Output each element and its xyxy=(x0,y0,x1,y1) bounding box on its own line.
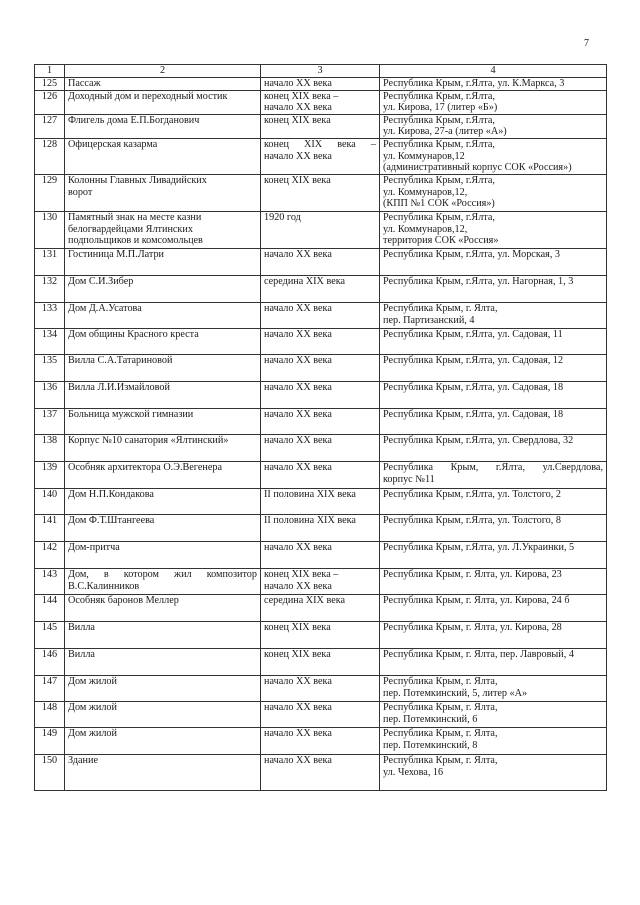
object-name-cell xyxy=(65,275,261,302)
cell-line: (КПП №1 СОК «Россия») xyxy=(383,198,495,210)
cell-line: Республика Крым, г.Ялта, ул.Свердлова, xyxy=(383,461,603,473)
address-cell xyxy=(380,514,607,541)
cell-line: ул. Коммунаров,12 xyxy=(383,150,465,162)
object-name-cell xyxy=(65,90,261,114)
cell-line: конец XIX века xyxy=(264,621,331,633)
table-row xyxy=(35,727,607,754)
cell-line: подпольщиков и комсомольцев xyxy=(68,235,203,247)
cell-line: Доходный дом и переходный мостик xyxy=(68,90,228,102)
cell-line: Республика Крым, г.Ялта, xyxy=(383,90,495,102)
row-number: 143 xyxy=(35,568,65,594)
row-number: 148 xyxy=(35,701,65,727)
table-row xyxy=(35,568,607,594)
row-number: 141 xyxy=(35,514,65,541)
period-cell xyxy=(261,727,380,754)
table-row xyxy=(35,648,607,675)
cell-line: Республика Крым, г.Ялта, xyxy=(383,211,495,223)
cell-line: пер. Потемкинский, 6 xyxy=(383,713,478,725)
cell-line: начало XX века xyxy=(264,381,332,393)
cell-line: Дом, в котором жил композитор xyxy=(68,568,257,580)
object-name-cell xyxy=(65,727,261,754)
cell-line: Вилла С.А.Татариновой xyxy=(68,354,173,366)
table-row xyxy=(35,211,607,248)
address-cell xyxy=(380,248,607,275)
table-row xyxy=(35,381,607,408)
address-cell xyxy=(380,138,607,174)
cell-line: начало XX века xyxy=(264,354,332,366)
table-row xyxy=(35,174,607,211)
table-row xyxy=(35,594,607,621)
address-cell xyxy=(380,302,607,328)
cell-line: Особняк архитектора О.Э.Вегенера xyxy=(68,461,222,473)
table-row xyxy=(35,461,607,488)
cell-line: Флигель дома Е.П.Богданович xyxy=(68,114,200,126)
table-row xyxy=(35,434,607,461)
cell-line: Офицерская казарма xyxy=(68,138,158,150)
table-row xyxy=(35,488,607,514)
address-cell xyxy=(380,354,607,381)
cell-line: Республика Крым, г.Ялта, xyxy=(383,114,495,126)
period-cell xyxy=(261,541,380,568)
cell-line: Республика Крым, г.Ялта, xyxy=(383,174,495,186)
period-cell xyxy=(261,114,380,138)
address-cell xyxy=(380,381,607,408)
period-cell xyxy=(261,434,380,461)
address-cell xyxy=(380,754,607,790)
row-number: 149 xyxy=(35,727,65,754)
object-name-cell xyxy=(65,701,261,727)
object-name-cell xyxy=(65,248,261,275)
cell-line: середина XIX века xyxy=(264,594,346,606)
row-number: 131 xyxy=(35,248,65,275)
cell-line: начало XX века xyxy=(264,580,332,592)
cell-line: Дом жилой xyxy=(68,727,117,739)
cell-line: начало XX века xyxy=(264,248,332,260)
cell-line: Республика Крым, г. Ялта, xyxy=(383,754,498,766)
cell-line: начало XX века xyxy=(264,461,332,473)
cell-line: Республика Крым, г.Ялта, ул. Садовая, 18 xyxy=(383,381,564,393)
table-row xyxy=(35,78,607,91)
address-cell xyxy=(380,78,607,91)
cell-line: Республика Крым, г.Ялта, ул. Садовая, 12 xyxy=(383,354,564,366)
cell-line: Республика Крым, г. Ялта, xyxy=(383,675,498,687)
period-cell xyxy=(261,594,380,621)
cell-line: конец XIX века xyxy=(264,114,331,126)
row-number: 150 xyxy=(35,754,65,790)
cell-line: ул. Коммунаров,12, xyxy=(383,186,468,198)
period-cell xyxy=(261,754,380,790)
table-row xyxy=(35,248,607,275)
cell-line: корпус №11 xyxy=(383,473,435,485)
cell-line: ул. Чехова, 16 xyxy=(383,766,444,778)
cell-line: Республика Крым, г.Ялта, ул. Морская, 3 xyxy=(383,248,561,260)
period-cell xyxy=(261,461,380,488)
row-number: 142 xyxy=(35,541,65,568)
cell-line: Дом С.И.Зибер xyxy=(68,275,134,287)
cell-line: II половина XIX века xyxy=(264,514,356,526)
cell-line: Дом Д.А.Усатова xyxy=(68,302,142,314)
cell-line: начало XX века xyxy=(264,675,332,687)
cell-line: Республика Крым, г.Ялта, ул. Толстого, 2 xyxy=(383,488,561,500)
row-number: 146 xyxy=(35,648,65,675)
cell-line: Республика Крым, г.Ялта, ул. Садовая, 18 xyxy=(383,408,564,420)
cell-line: Республика Крым, г.Ялта, ул. Нагорная, 1, 3 xyxy=(383,275,574,287)
object-name-cell xyxy=(65,621,261,648)
cell-line: (административный корпус СОК «Россия») xyxy=(383,162,572,174)
table-row xyxy=(35,621,607,648)
row-number: 130 xyxy=(35,211,65,248)
cell-line: Республика Крым, г. Ялта, ул. Кирова, 24 б xyxy=(383,594,570,606)
period-cell xyxy=(261,354,380,381)
cell-line: Республика Крым, г.Ялта, ул. Свердлова, 32 xyxy=(383,434,574,446)
cell-line: Вилла xyxy=(68,621,95,633)
cell-line: Республика Крым, г.Ялта, ул. К.Маркса, 3 xyxy=(383,78,565,89)
cell-line: конец XIX века xyxy=(264,174,331,186)
page-number: 7 xyxy=(584,38,589,49)
object-name-cell xyxy=(65,568,261,594)
row-number: 132 xyxy=(35,275,65,302)
address-cell xyxy=(380,568,607,594)
object-name-cell xyxy=(65,488,261,514)
cell-line: Дом общины Красного креста xyxy=(68,328,199,340)
address-cell xyxy=(380,621,607,648)
cell-line: Республика Крым, г.Ялта, xyxy=(383,138,495,150)
cell-line: Больница мужской гимназии xyxy=(68,408,194,420)
table-row xyxy=(35,114,607,138)
cell-line: пер. Потемкинский, 5, литер «А» xyxy=(383,687,528,699)
address-cell xyxy=(380,541,607,568)
cell-line: Дом жилой xyxy=(68,701,117,713)
period-cell xyxy=(261,275,380,302)
cell-line: начало XX века xyxy=(264,302,332,314)
column-header-name: 2 xyxy=(65,65,261,78)
row-number: 125 xyxy=(35,78,65,91)
period-cell xyxy=(261,211,380,248)
cell-line: конец XIX века – xyxy=(264,568,339,580)
cell-line: Республика Крым, г. Ялта, ул. Кирова, 28 xyxy=(383,621,562,633)
object-name-cell xyxy=(65,381,261,408)
cell-line: Корпус №10 санатория «Ялтинский» xyxy=(68,434,229,446)
row-number: 136 xyxy=(35,381,65,408)
cell-line: начало XX века xyxy=(264,701,332,713)
address-cell xyxy=(380,675,607,701)
cell-line: середина XIX века xyxy=(264,275,346,287)
cell-line: Здание xyxy=(68,754,98,766)
cell-line: Памятный знак на месте казни xyxy=(68,211,202,223)
period-cell xyxy=(261,90,380,114)
cell-line: начало XX века xyxy=(264,150,332,162)
object-name-cell xyxy=(65,114,261,138)
address-cell xyxy=(380,328,607,354)
cell-line: начало XX века xyxy=(264,754,332,766)
row-number: 144 xyxy=(35,594,65,621)
period-cell xyxy=(261,568,380,594)
cell-line: Особняк баронов Меллер xyxy=(68,594,179,606)
cell-line: Республика Крым, г. Ялта, пер. Лавровый, 4 xyxy=(383,648,574,660)
period-cell xyxy=(261,302,380,328)
table-row xyxy=(35,275,607,302)
row-number: 127 xyxy=(35,114,65,138)
row-number: 138 xyxy=(35,434,65,461)
cell-line: конец XIX века – xyxy=(264,138,376,150)
object-name-cell xyxy=(65,78,261,91)
cell-line: конец XIX века – xyxy=(264,90,339,102)
address-cell xyxy=(380,434,607,461)
table-row xyxy=(35,514,607,541)
cell-line: Республика Крым, г. Ялта, xyxy=(383,701,498,713)
address-cell xyxy=(380,211,607,248)
row-number: 147 xyxy=(35,675,65,701)
object-name-cell xyxy=(65,434,261,461)
object-name-cell xyxy=(65,541,261,568)
cell-line: Республика Крым, г. Ялта, xyxy=(383,727,498,739)
object-name-cell xyxy=(65,328,261,354)
period-cell xyxy=(261,701,380,727)
table-row xyxy=(35,302,607,328)
row-number: 128 xyxy=(35,138,65,174)
address-cell xyxy=(380,727,607,754)
object-name-cell xyxy=(65,675,261,701)
address-cell xyxy=(380,461,607,488)
cell-line: пер. Потемкинский, 8 xyxy=(383,739,478,751)
cell-line: Республика Крым, г.Ялта, ул. Толстого, 8 xyxy=(383,514,561,526)
column-header-number: 1 xyxy=(35,65,65,78)
cell-line: ворот xyxy=(68,186,93,198)
address-cell xyxy=(380,90,607,114)
cell-line: начало XX века xyxy=(264,328,332,340)
table-row xyxy=(35,354,607,381)
object-name-cell xyxy=(65,302,261,328)
address-cell xyxy=(380,701,607,727)
table-row xyxy=(35,754,607,790)
table-row xyxy=(35,408,607,434)
address-cell xyxy=(380,275,607,302)
cell-line: белогвардейцами Ялтинских xyxy=(68,223,193,235)
period-cell xyxy=(261,328,380,354)
cell-line: Вилла Л.И.Измайловой xyxy=(68,381,170,393)
cell-line: Колонны Главных Ливадийских xyxy=(68,174,207,186)
cell-line: ул. Кирова, 27-а (литер «А») xyxy=(383,126,507,138)
object-name-cell xyxy=(65,408,261,434)
table-row xyxy=(35,138,607,174)
cell-line: начало XX века xyxy=(264,727,332,739)
address-cell xyxy=(380,488,607,514)
object-name-cell xyxy=(65,754,261,790)
table-row xyxy=(35,328,607,354)
period-cell xyxy=(261,408,380,434)
heritage-register-table xyxy=(34,64,607,791)
table-body xyxy=(35,78,607,791)
cell-line: Дом Н.П.Кондакова xyxy=(68,488,154,500)
cell-line: Республика Крым, г. Ялта, xyxy=(383,302,498,314)
row-number: 134 xyxy=(35,328,65,354)
table-row xyxy=(35,701,607,727)
object-name-cell xyxy=(65,211,261,248)
period-cell xyxy=(261,248,380,275)
column-header-period: 3 xyxy=(261,65,380,78)
cell-line: II половина XIX века xyxy=(264,488,356,500)
cell-line: начало XX века xyxy=(264,102,332,114)
object-name-cell xyxy=(65,174,261,211)
address-cell xyxy=(380,408,607,434)
period-cell xyxy=(261,78,380,91)
period-cell xyxy=(261,675,380,701)
cell-line: начало XX века xyxy=(264,408,332,420)
address-cell xyxy=(380,114,607,138)
row-number: 137 xyxy=(35,408,65,434)
cell-line: Республика Крым, г.Ялта, ул. Садовая, 11 xyxy=(383,328,563,340)
cell-line: начало XX века xyxy=(264,434,332,446)
period-cell xyxy=(261,514,380,541)
address-cell xyxy=(380,174,607,211)
object-name-cell xyxy=(65,138,261,174)
cell-line: Гостиница М.П.Латри xyxy=(68,248,164,260)
row-number: 126 xyxy=(35,90,65,114)
cell-line: начало XX века xyxy=(264,78,332,89)
column-header-address: 4 xyxy=(380,65,607,78)
cell-line: Вилла xyxy=(68,648,95,660)
period-cell xyxy=(261,174,380,211)
cell-line: территория СОК «Россия» xyxy=(383,235,499,247)
cell-line: 1920 год xyxy=(264,211,301,223)
cell-line: ул. Кирова, 17 (литер «Б») xyxy=(383,102,498,114)
object-name-cell xyxy=(65,648,261,675)
cell-line: Дом Ф.Т.Штангеева xyxy=(68,514,155,526)
object-name-cell xyxy=(65,354,261,381)
cell-line: Республика Крым, г.Ялта, ул. Л.Украинки, 5 xyxy=(383,541,575,553)
period-cell xyxy=(261,138,380,174)
table-header-row xyxy=(35,65,607,78)
cell-line: Дом-притча xyxy=(68,541,120,553)
cell-line: начало XX века xyxy=(264,541,332,553)
cell-line: В.С.Калинников xyxy=(68,580,140,592)
period-cell xyxy=(261,621,380,648)
table-row xyxy=(35,90,607,114)
row-number: 139 xyxy=(35,461,65,488)
object-name-cell xyxy=(65,514,261,541)
object-name-cell xyxy=(65,461,261,488)
cell-line: Республика Крым, г. Ялта, ул. Кирова, 23 xyxy=(383,568,562,580)
period-cell xyxy=(261,381,380,408)
object-name-cell xyxy=(65,594,261,621)
row-number: 140 xyxy=(35,488,65,514)
period-cell xyxy=(261,488,380,514)
period-cell xyxy=(261,648,380,675)
cell-line: Дом жилой xyxy=(68,675,117,687)
row-number: 145 xyxy=(35,621,65,648)
row-number: 135 xyxy=(35,354,65,381)
table-row xyxy=(35,675,607,701)
row-number: 133 xyxy=(35,302,65,328)
cell-line: ул. Коммунаров,12, xyxy=(383,223,468,235)
cell-line: пер. Партизанский, 4 xyxy=(383,314,475,326)
row-number: 129 xyxy=(35,174,65,211)
cell-line: конец XIX века xyxy=(264,648,331,660)
cell-line: Пассаж xyxy=(68,78,101,89)
address-cell xyxy=(380,648,607,675)
table-row xyxy=(35,541,607,568)
address-cell xyxy=(380,594,607,621)
